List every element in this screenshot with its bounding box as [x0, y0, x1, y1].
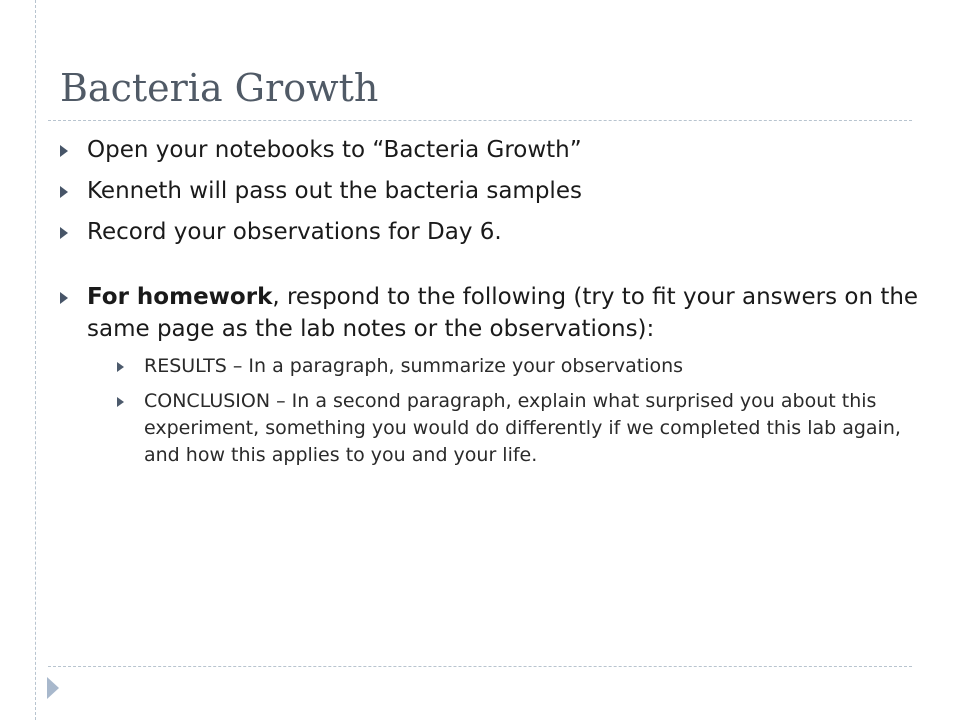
left-dashed-rule — [35, 0, 36, 720]
bullet-item — [60, 216, 920, 248]
bullet-text: , respond to the following (try to fit your answers on the same page as the lab notes or the observations): — [87, 284, 919, 342]
triangle-bullet-icon — [60, 227, 68, 239]
sub-bullet-item — [117, 388, 920, 469]
bullet-text: Kenneth will pass out the bacteria samples — [87, 178, 582, 204]
footer-divider — [48, 666, 912, 667]
bullet-text: Record your observations for Day 6. — [87, 219, 502, 245]
bullet-item-homework — [60, 281, 920, 469]
triangle-bullet-icon — [60, 186, 68, 198]
triangle-bullet-icon — [60, 292, 68, 304]
slide-content — [60, 134, 920, 478]
corner-arrow-icon — [47, 677, 59, 699]
bullet-bold-text: For homework — [87, 284, 273, 310]
triangle-bullet-icon — [117, 397, 124, 407]
bullet-item — [60, 134, 920, 166]
title-divider — [48, 120, 912, 121]
sub-bullet-text: CONCLUSION – In a second paragraph, explain what surprised you about this experiment, something you would do differently if we completed this lab again, and how this applies to you and your life. — [144, 390, 901, 466]
triangle-bullet-icon — [117, 362, 124, 372]
slide-title: Bacteria Growth — [60, 66, 379, 110]
bullet-item — [60, 175, 920, 207]
sub-bullet-item — [117, 353, 920, 380]
sub-bullet-text: RESULTS – In a paragraph, summarize your observations — [144, 355, 684, 377]
triangle-bullet-icon — [60, 145, 68, 157]
bullet-text: Open your notebooks to “Bacteria Growth” — [87, 137, 582, 163]
